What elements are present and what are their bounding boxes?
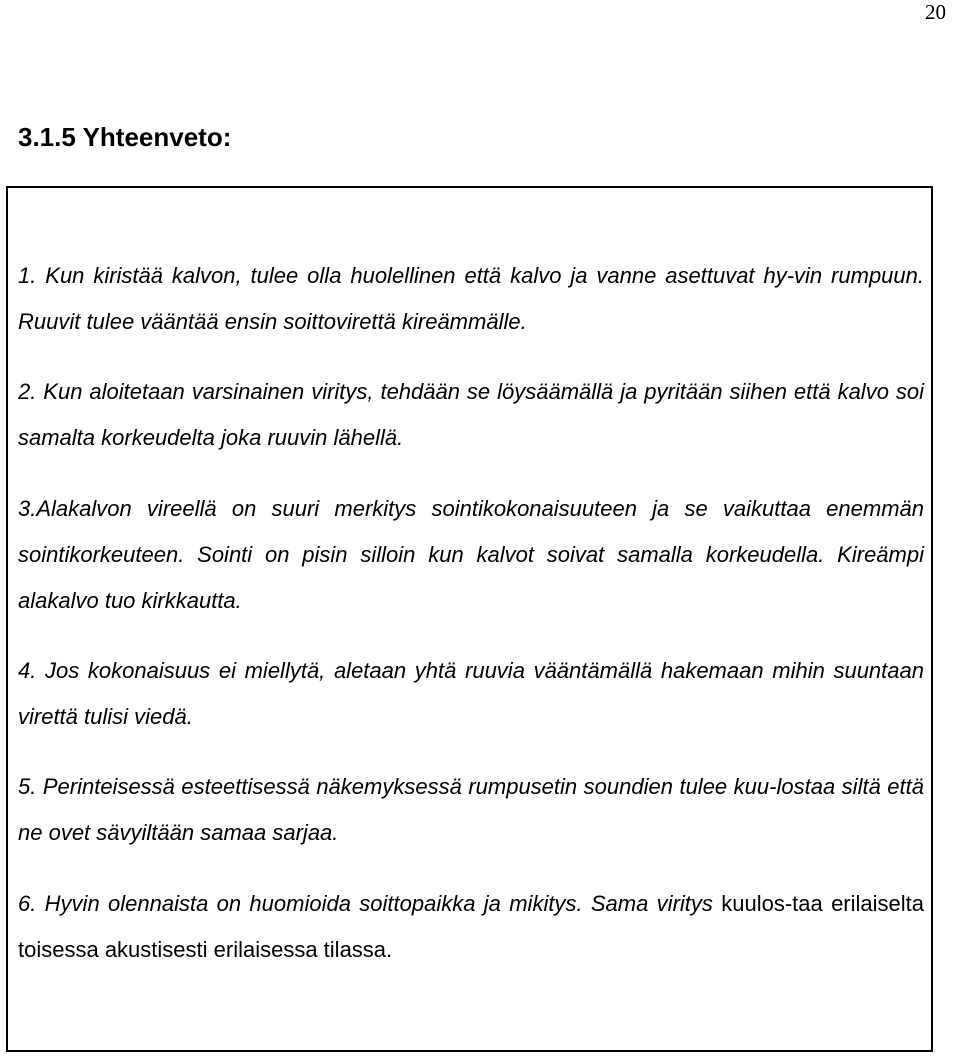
summary-item-6 [18, 881, 924, 973]
summary-item-2: 2. Kun aloitetaan varsinainen viritys, tehdään se löysäämällä ja pyritään siihen että kalvo soi samalta korkeudelta joka ruuvin lähellä. [18, 379, 924, 450]
summary-item-1: 1. Kun kiristää kalvon, tulee olla huolellinen että kalvo ja vanne asettuvat hy-vin rumpuun. Ruuvit tulee vääntää ensin soittovirettä kireämmälle. [18, 263, 924, 334]
page-number: 20 [925, 0, 946, 24]
summary-item-5: 5. Perinteisessä esteettisessä näkemyksessä rumpusetin soundien tulee kuu-lostaa siltä että ne ovet sävyiltään samaa sarjaa. [18, 774, 924, 845]
summary-item-3: 3.Alakalvon vireellä on suuri merkitys sointikokonaisuuteen ja se vaikuttaa enemmän sointikorkeuteen. Sointi on pisin silloin kun kalvot soivat samalla korkeudella. Kireämpi alakalvo tuo kirkkautta. [18, 496, 924, 613]
summary-item-4: 4. Jos kokonaisuus ei miellytä, aletaan yhtä ruuvia vääntämällä hakemaan mihin suuntaan virettä tulisi viedä. [18, 658, 924, 729]
section-heading: 3.1.5 Yhteenveto: [18, 122, 232, 152]
summary-item-6-regular: kuulos-taa erilaiselta toisessa akustisesti erilaisessa tilassa. [18, 891, 924, 962]
summary-item-6-italic: 6. Hyvin olennaista on huomioida soittopaikka ja mikitys. Sama viritys [18, 891, 713, 916]
